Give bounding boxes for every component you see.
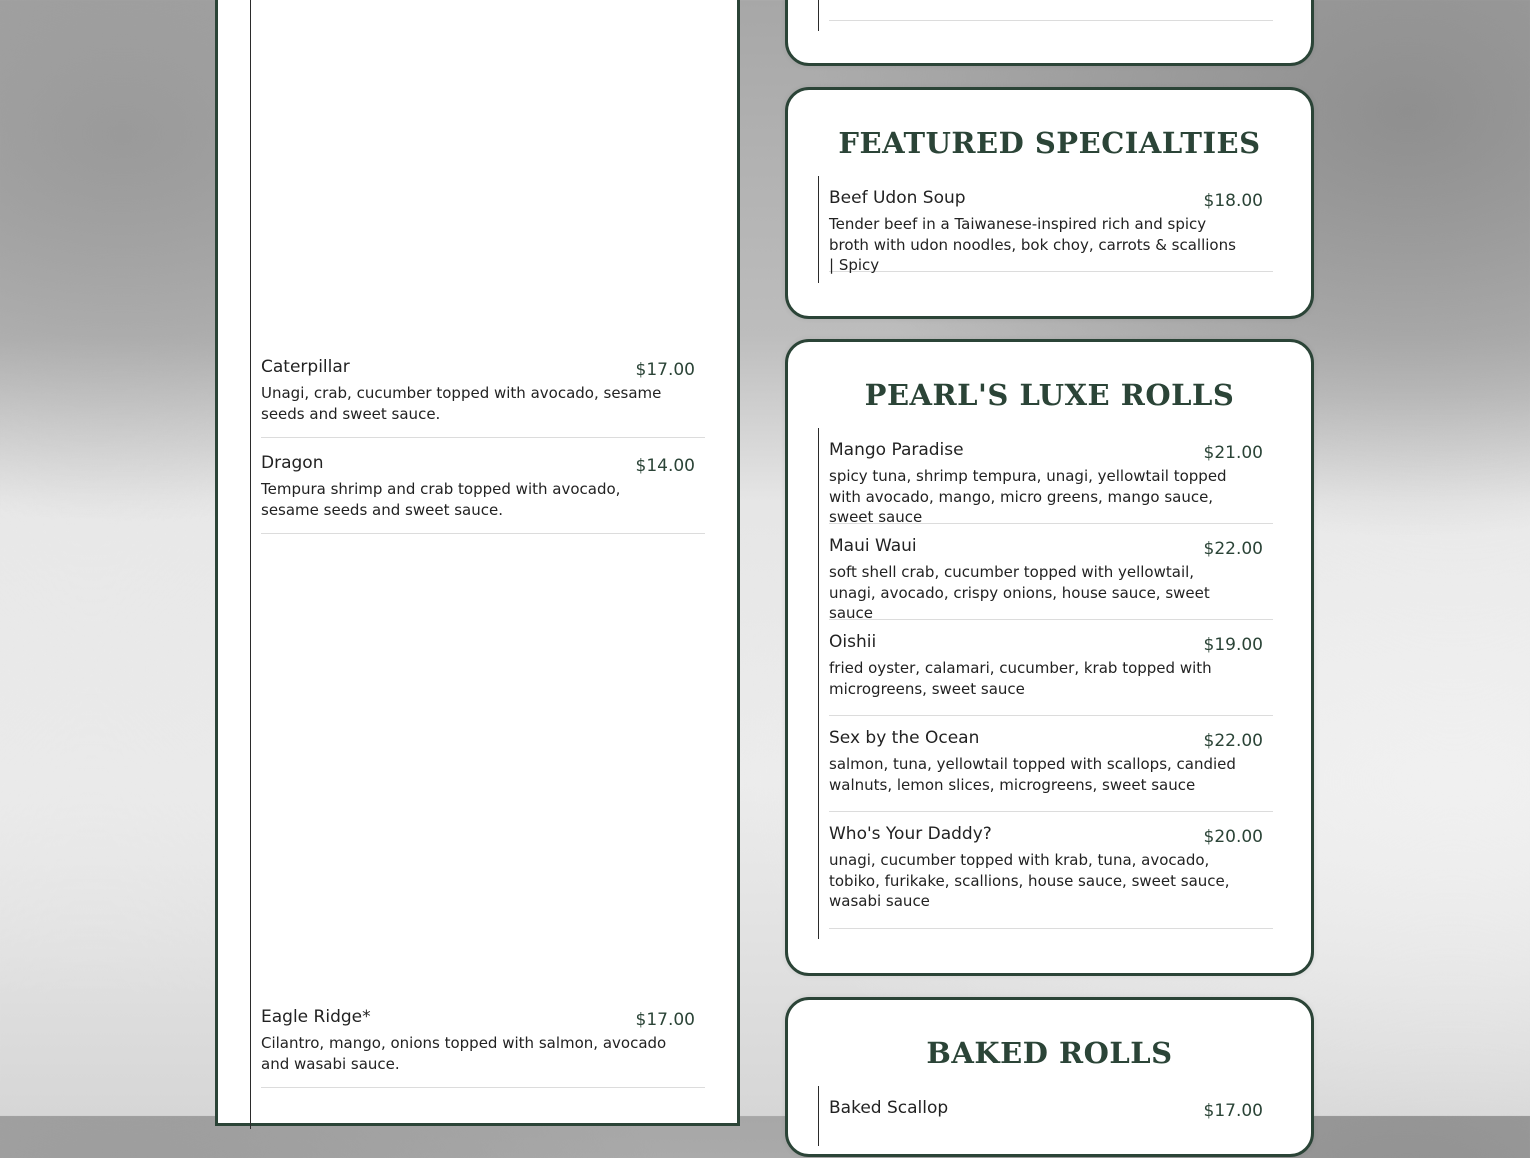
baked-rolls-list <box>818 1086 1273 1146</box>
menu-item-description: Tender beef in a Taiwanese-inspired rich and spicy broth with udon noodles, bok choy, carrots & scallions | Spicy <box>829 215 1236 274</box>
menu-item-description: Tempura shrimp and crab topped with avocado, sesame seeds and sweet sauce. <box>261 480 621 519</box>
menu-item-description: soft shell crab, cucumber topped with yellowtail, unagi, avocado, crispy onions, house sauce, sweet sauce <box>829 563 1210 622</box>
baked-rolls-card <box>785 997 1314 1157</box>
menu-item-name: Sex by the Ocean <box>829 728 980 748</box>
previous-section-card <box>785 0 1314 66</box>
luxe-rolls-card <box>785 339 1314 976</box>
menu-item-name: Who's Your Daddy? <box>829 824 992 844</box>
menu-item-name: Maui Waui <box>829 536 917 556</box>
menu-item-name: Dragon <box>261 453 324 473</box>
left-menu-panel <box>215 0 740 1126</box>
menu-item[interactable] <box>829 728 1273 812</box>
menu-item-price: $21.00 <box>1203 443 1263 463</box>
menu-item-price: $17.00 <box>1203 1101 1263 1121</box>
menu-item-price: $20.00 <box>1203 827 1263 847</box>
menu-item-price: $14.00 <box>635 456 695 476</box>
menu-item[interactable] <box>829 824 1273 929</box>
featured-list <box>818 176 1273 283</box>
menu-item[interactable] <box>261 453 705 534</box>
menu-item-description: unagi, cucumber topped with krab, tuna, avocado, tobiko, furikake, scallions, house sauce, sweet sauce, wasabi sauce <box>829 851 1230 910</box>
menu-item[interactable] <box>829 536 1273 620</box>
menu-item-description: spicy tuna, shrimp tempura, unagi, yellowtail topped with avocado, mango, micro greens, mango sauce, sweet sauce <box>829 467 1227 526</box>
menu-item[interactable] <box>829 188 1273 272</box>
menu-item-price: $22.00 <box>1203 731 1263 751</box>
menu-item-name: Baked Scallop <box>829 1098 949 1118</box>
menu-item-price: $19.00 <box>1203 635 1263 655</box>
section-title: PEARL'S LUXE ROLLS <box>864 378 1235 412</box>
menu-item-name: Oishii <box>829 632 877 652</box>
menu-item-price: $18.00 <box>1203 191 1263 211</box>
menu-item-description: salmon, tuna, yellowtail topped with scallops, candied walnuts, lemon slices, microgreens, sweet sauce <box>829 755 1236 794</box>
menu-item[interactable] <box>829 1098 1273 1158</box>
menu-item-price: $22.00 <box>1203 539 1263 559</box>
menu-item-description: fried oyster, calamari, cucumber, krab topped with microgreens, sweet sauce <box>829 659 1212 698</box>
menu-item-description: Cilantro, mango, onions topped with salmon, avocado and wasabi sauce. <box>261 1034 667 1073</box>
menu-item[interactable] <box>829 632 1273 716</box>
menu-item-name: Caterpillar <box>261 357 350 377</box>
section-title: FEATURED SPECIALTIES <box>838 126 1261 160</box>
menu-item[interactable] <box>829 440 1273 524</box>
left-menu-list <box>250 0 705 1129</box>
menu-item-name: Eagle Ridge* <box>261 1007 371 1027</box>
luxe-rolls-list <box>818 428 1273 939</box>
menu-item[interactable] <box>261 1007 705 1088</box>
menu-item-price: $17.00 <box>635 360 695 380</box>
featured-specialties-card <box>785 87 1314 319</box>
menu-item[interactable] <box>261 357 705 438</box>
menu-item-description: Unagi, crab, cucumber topped with avocado, sesame seeds and sweet sauce. <box>261 384 662 423</box>
menu-item-name: Mango Paradise <box>829 440 964 460</box>
section-title: BAKED ROLLS <box>926 1036 1173 1070</box>
menu-item-price: $17.00 <box>635 1010 695 1030</box>
menu-item <box>829 0 1273 21</box>
previous-section-list <box>818 0 1273 31</box>
menu-item-name: Beef Udon Soup <box>829 188 966 208</box>
